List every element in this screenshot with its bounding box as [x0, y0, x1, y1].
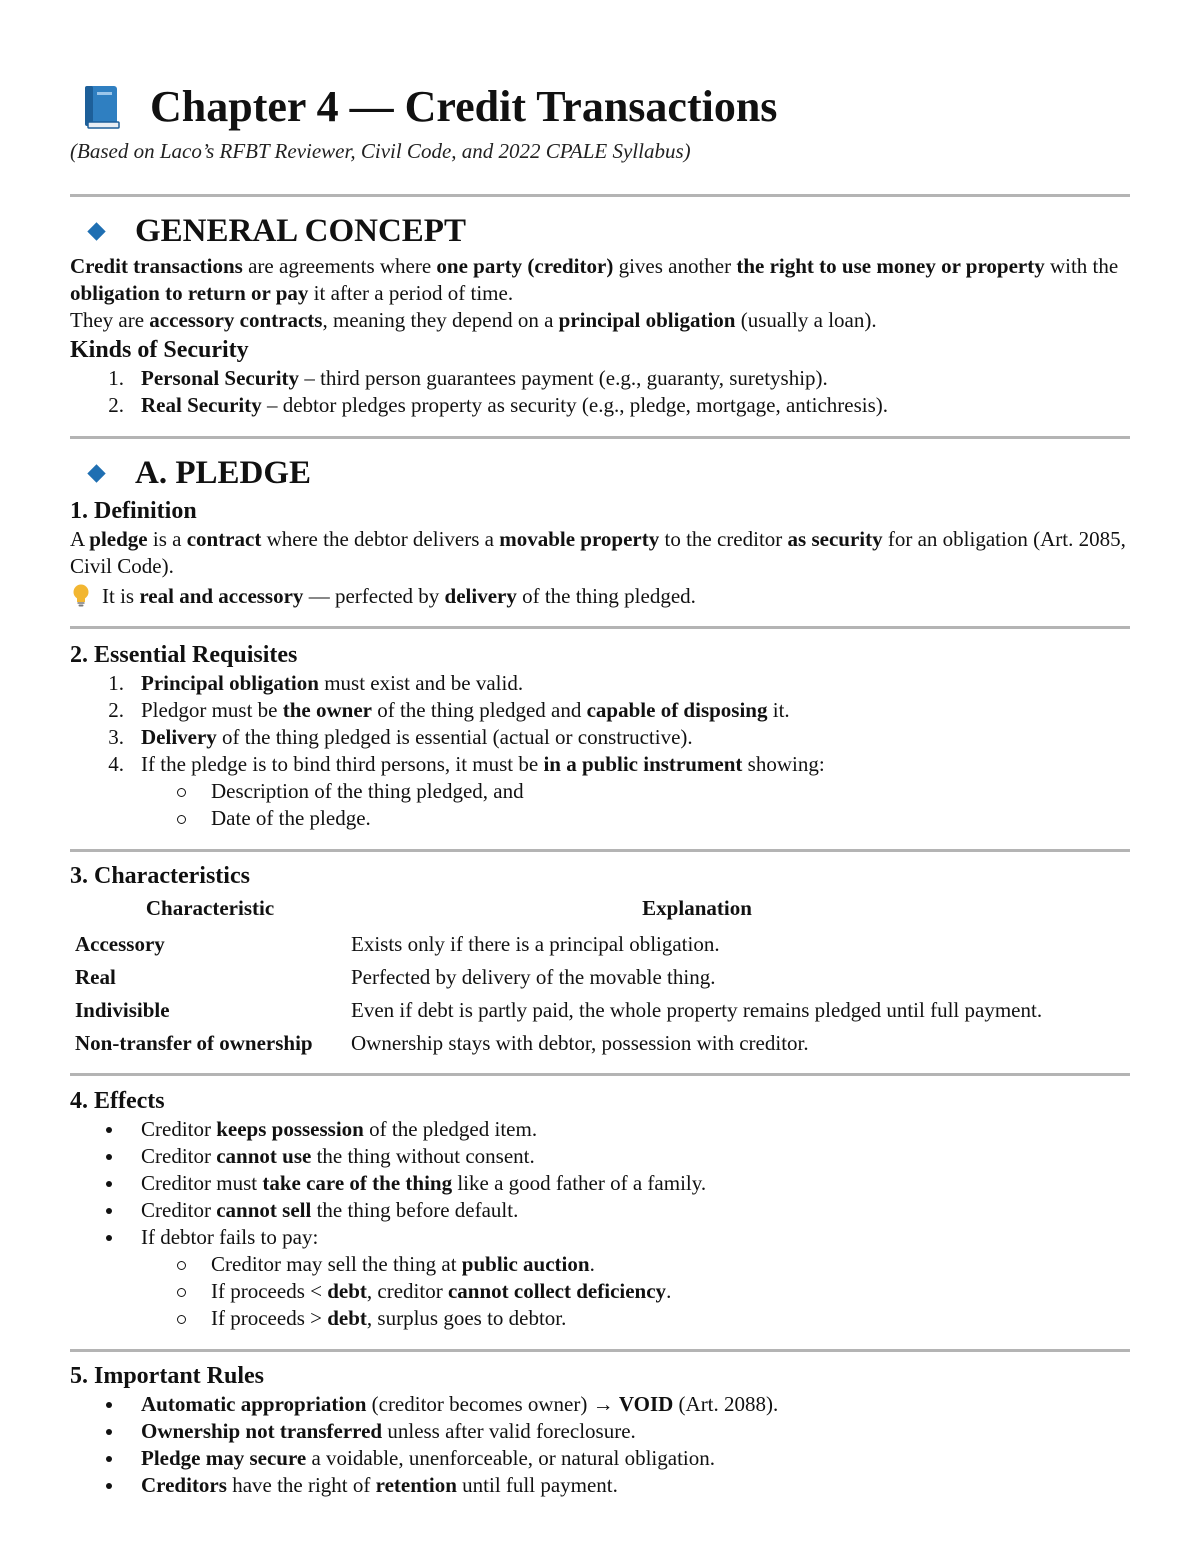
important-rules-heading: 5. Important Rules [70, 1363, 265, 1389]
sub-list-item: If proceeds < debt, creditor cannot collect deficiency. [70, 1278, 1130, 1305]
table-row: Real Perfected by delivery of the movable thing. [75, 965, 716, 989]
list-item: 1. Personal Security – third person guarantees payment (e.g., guaranty, suretyship). [108, 366, 828, 390]
general-paragraph-1: Credit transactions are agreements where one party (creditor) gives another the right to use money or property with the obligation to return or pay it after a period of time. [70, 254, 1119, 305]
list-item: Creditor must take care of the thing like a good father of a family. [70, 1170, 1130, 1197]
requisites-list [70, 670, 1130, 832]
important-rules-list [70, 1391, 1130, 1499]
subtitle: (Based on Laco’s RFBT Reviewer, Civil Code, and 2022 CPALE Syllabus) [70, 139, 691, 163]
kinds-of-security-heading: Kinds of Security [70, 337, 249, 363]
book-icon [82, 84, 122, 130]
list-item: 3. Delivery of the thing pledged is essential (actual or constructive). [108, 725, 693, 749]
table-row: Non-transfer of ownership Ownership stays with debtor, possession with creditor. [75, 1031, 809, 1055]
column-header-explanation: Explanation [642, 896, 752, 920]
list-item: 4. If the pledge is to bind third persons, it must be in a public instrument showing: [108, 752, 825, 776]
table-row: Indivisible Even if debt is partly paid, the whole property remains pledged until full payment. [75, 998, 1043, 1022]
sub-list-item: Description of the thing pledged, and [70, 778, 1130, 805]
effects-heading: 4. Effects [70, 1088, 165, 1114]
section-heading-pledge: A. PLEDGE [70, 451, 1130, 495]
column-header-characteristic: Characteristic [145, 896, 275, 920]
requisites-heading: 2. Essential Requisites [70, 642, 298, 668]
table-row: Accessory Exists only if there is a principal obligation. [75, 932, 720, 956]
sub-list-item: If proceeds > debt, surplus goes to debtor. [70, 1305, 1130, 1332]
list-item: If debtor fails to pay: [70, 1224, 1130, 1251]
diamond-icon [87, 464, 105, 482]
title-text: Chapter 4 — Credit Transactions [150, 82, 778, 131]
section-heading-general-concept: GENERAL CONCEPT [70, 209, 1130, 253]
kinds-of-security-list [70, 365, 1130, 419]
list-item: 1. Principal obligation must exist and be valid. [108, 671, 524, 695]
sub-list-item: Date of the pledge. [70, 805, 1130, 832]
document-page [70, 78, 1130, 1499]
lightbulb-icon [70, 583, 92, 607]
list-item: Creditor keeps possession of the pledged item. [70, 1116, 1130, 1143]
list-item: 2. Pledgor must be the owner of the thing pledged and capable of disposing it. [108, 698, 790, 722]
effects-list [70, 1116, 1130, 1332]
page-title [70, 78, 1130, 136]
definition-heading: 1. Definition [70, 498, 197, 524]
general-paragraph-2: They are accessory contracts, meaning they depend on a principal obligation (usually a loan). [70, 308, 877, 332]
characteristics-heading: 3. Characteristics [70, 863, 250, 889]
sub-list-item: Creditor may sell the thing at public auction. [70, 1251, 1130, 1278]
list-item: Creditor cannot use the thing without consent. [70, 1143, 1130, 1170]
list-item: Automatic appropriation (creditor becomes owner) → VOID (Art. 2088). [70, 1391, 1130, 1418]
definition-paragraph: A pledge is a contract where the debtor delivers a movable property to the creditor as security for an obligation (Art. 2085, Civil Code). [70, 527, 1126, 578]
characteristics-table [72, 891, 1046, 1060]
list-item: Creditor cannot sell the thing before default. [70, 1197, 1130, 1224]
list-item: 2. Real Security – debtor pledges property as security (e.g., pledge, mortgage, antichresis). [108, 393, 889, 417]
definition-tip: It is real and accessory — perfected by delivery of the thing pledged. [70, 583, 1130, 610]
diamond-icon [87, 222, 105, 240]
list-item: Pledge may secure a voidable, unenforceable, or natural obligation. [70, 1445, 1130, 1472]
table-header-row [72, 891, 1046, 928]
list-item: Creditors have the right of retention until full payment. [70, 1472, 1130, 1499]
list-item: Ownership not transferred unless after valid foreclosure. [70, 1418, 1130, 1445]
